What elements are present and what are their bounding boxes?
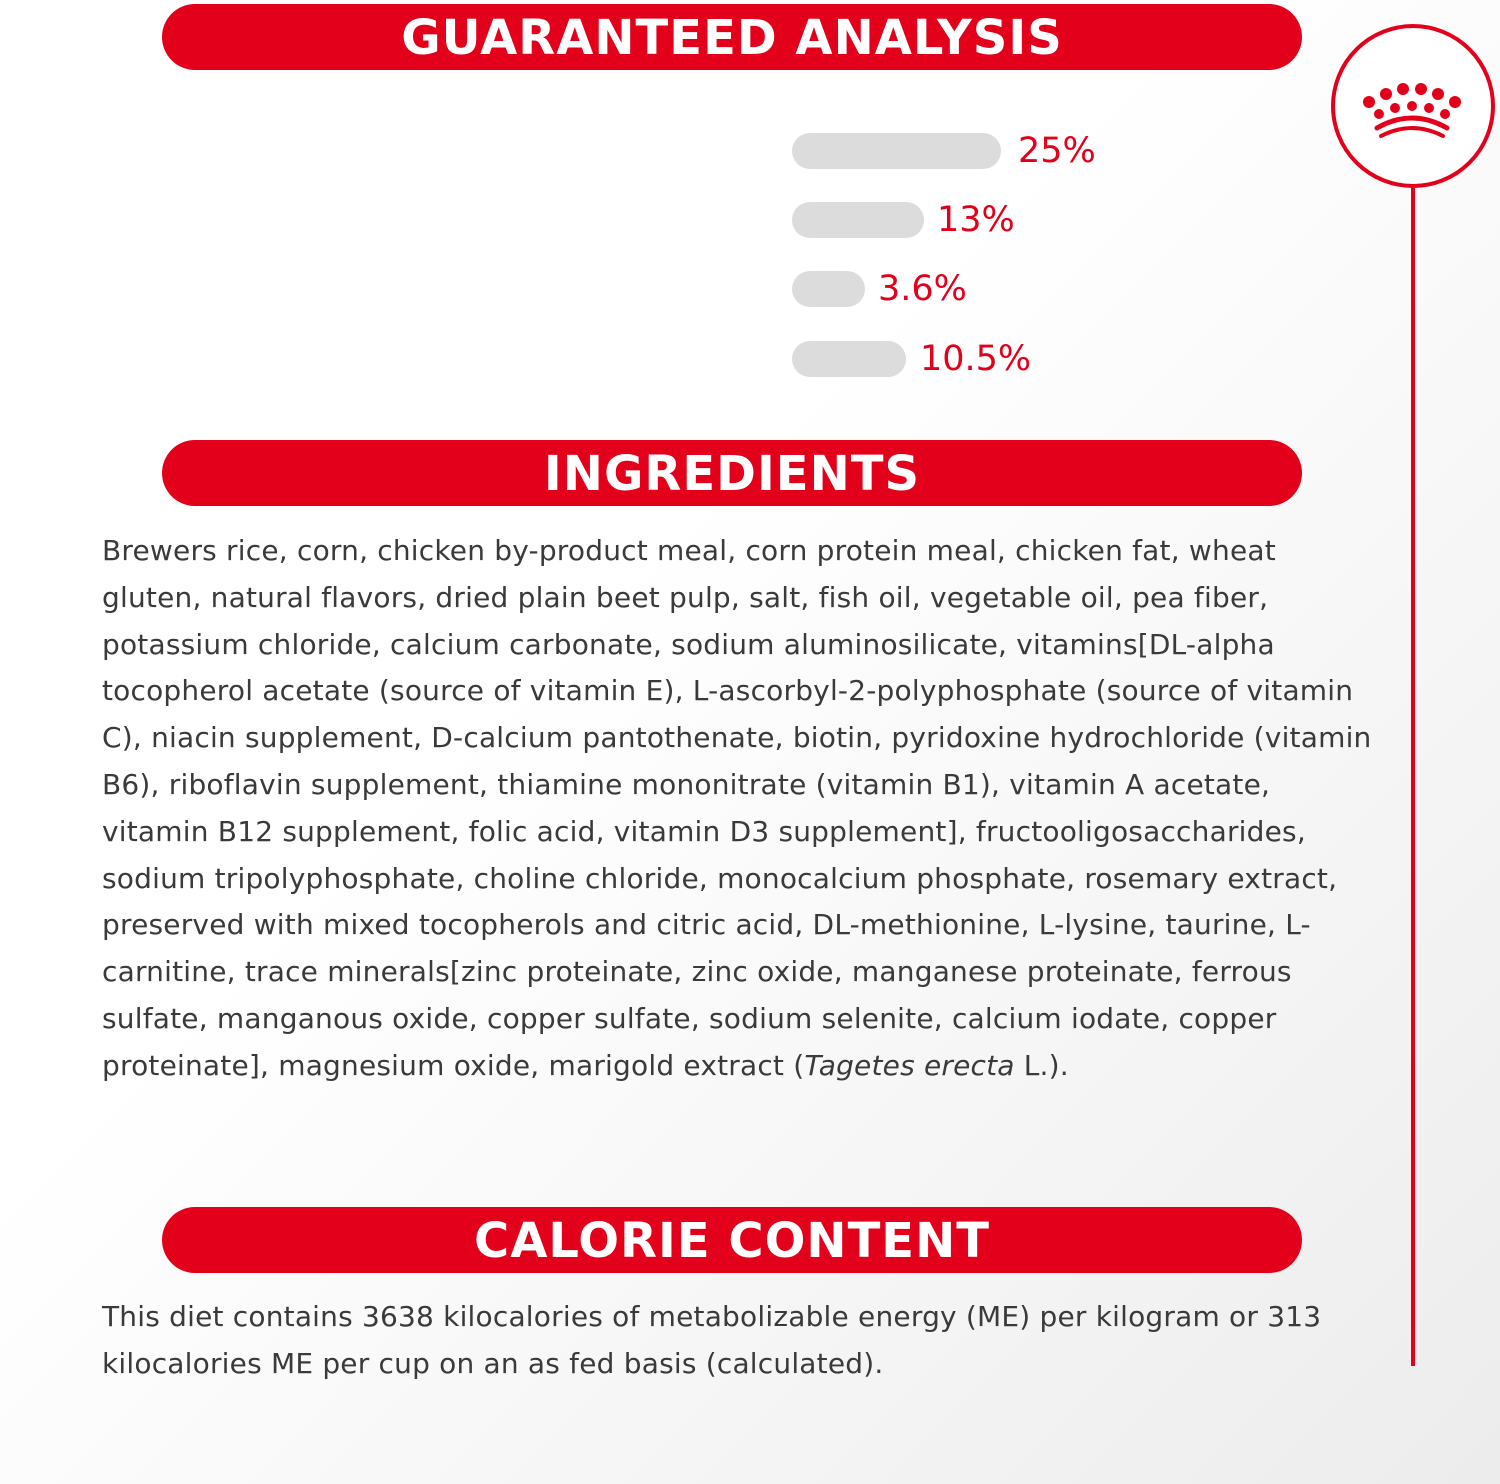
analysis-value: 3.6% — [878, 269, 967, 309]
calorie-content-text: This diet contains 3638 kilocalories of metabolizable energy (ME) per kilogram or 313 kilocalories ME per cup on an as fed basis (calculated). — [102, 1300, 1322, 1380]
ingredients-text-main: Brewers rice, corn, chicken by-product meal, corn protein meal, chicken fat, wheat gluten, natural flavors, dried plain beet pulp, salt, fish oil, vegetable oil, pea fiber, potassium chloride, calcium carbonate, sodium aluminosilicate, vitamins[DL-alpha tocopherol acetate (source of vitamin E), L-ascorbyl-2-polyphosphate (source of vitamin C), niacin supplement, D-calcium pantothenate, biotin, pyridoxine hydrochloride (vitamin B6), riboflavin supplement, thiamine mononitrate (vitamin B1), vitamin A acetate, vitamin B12 supplement, folic acid, vitamin D3 supplement], fructooligosaccharides, sodium tripolyphosphate, choline chloride, monocalcium phosphate, rosemary extract, preserved with mixed tocopherols and citric acid, DL-methionine, L-lysine, taurine, L-carnitine, trace minerals[zinc proteinate, zinc oxide, manganese proteinate, ferrous sulfate, manganous oxide, copper sulfate, sodium selenite, calcium iodate, copper proteinate], magnesium oxide, marigold extract ( — [102, 534, 1372, 1082]
analysis-bar — [792, 133, 1001, 169]
analysis-bar — [792, 341, 906, 377]
analysis-value: 10.5% — [920, 339, 1032, 379]
analysis-value: 25% — [1018, 131, 1096, 171]
analysis-value: 13% — [937, 200, 1015, 240]
analysis-bar — [792, 202, 924, 238]
calorie-content-header: CALORIE CONTENT — [162, 1207, 1302, 1273]
ingredients-text-italic: Tagetes erecta — [804, 1048, 1015, 1082]
brand-badge — [1331, 24, 1495, 188]
guaranteed-analysis-header: GUARANTEED ANALYSIS — [162, 4, 1302, 70]
ingredients-header: INGREDIENTS — [162, 440, 1302, 506]
crown-icon — [1335, 28, 1491, 184]
ingredients-text — [102, 528, 1372, 1090]
brand-badge-line — [1411, 188, 1415, 1366]
analysis-bar — [792, 271, 865, 307]
ingredients-text-end: L.). — [1014, 1048, 1069, 1082]
